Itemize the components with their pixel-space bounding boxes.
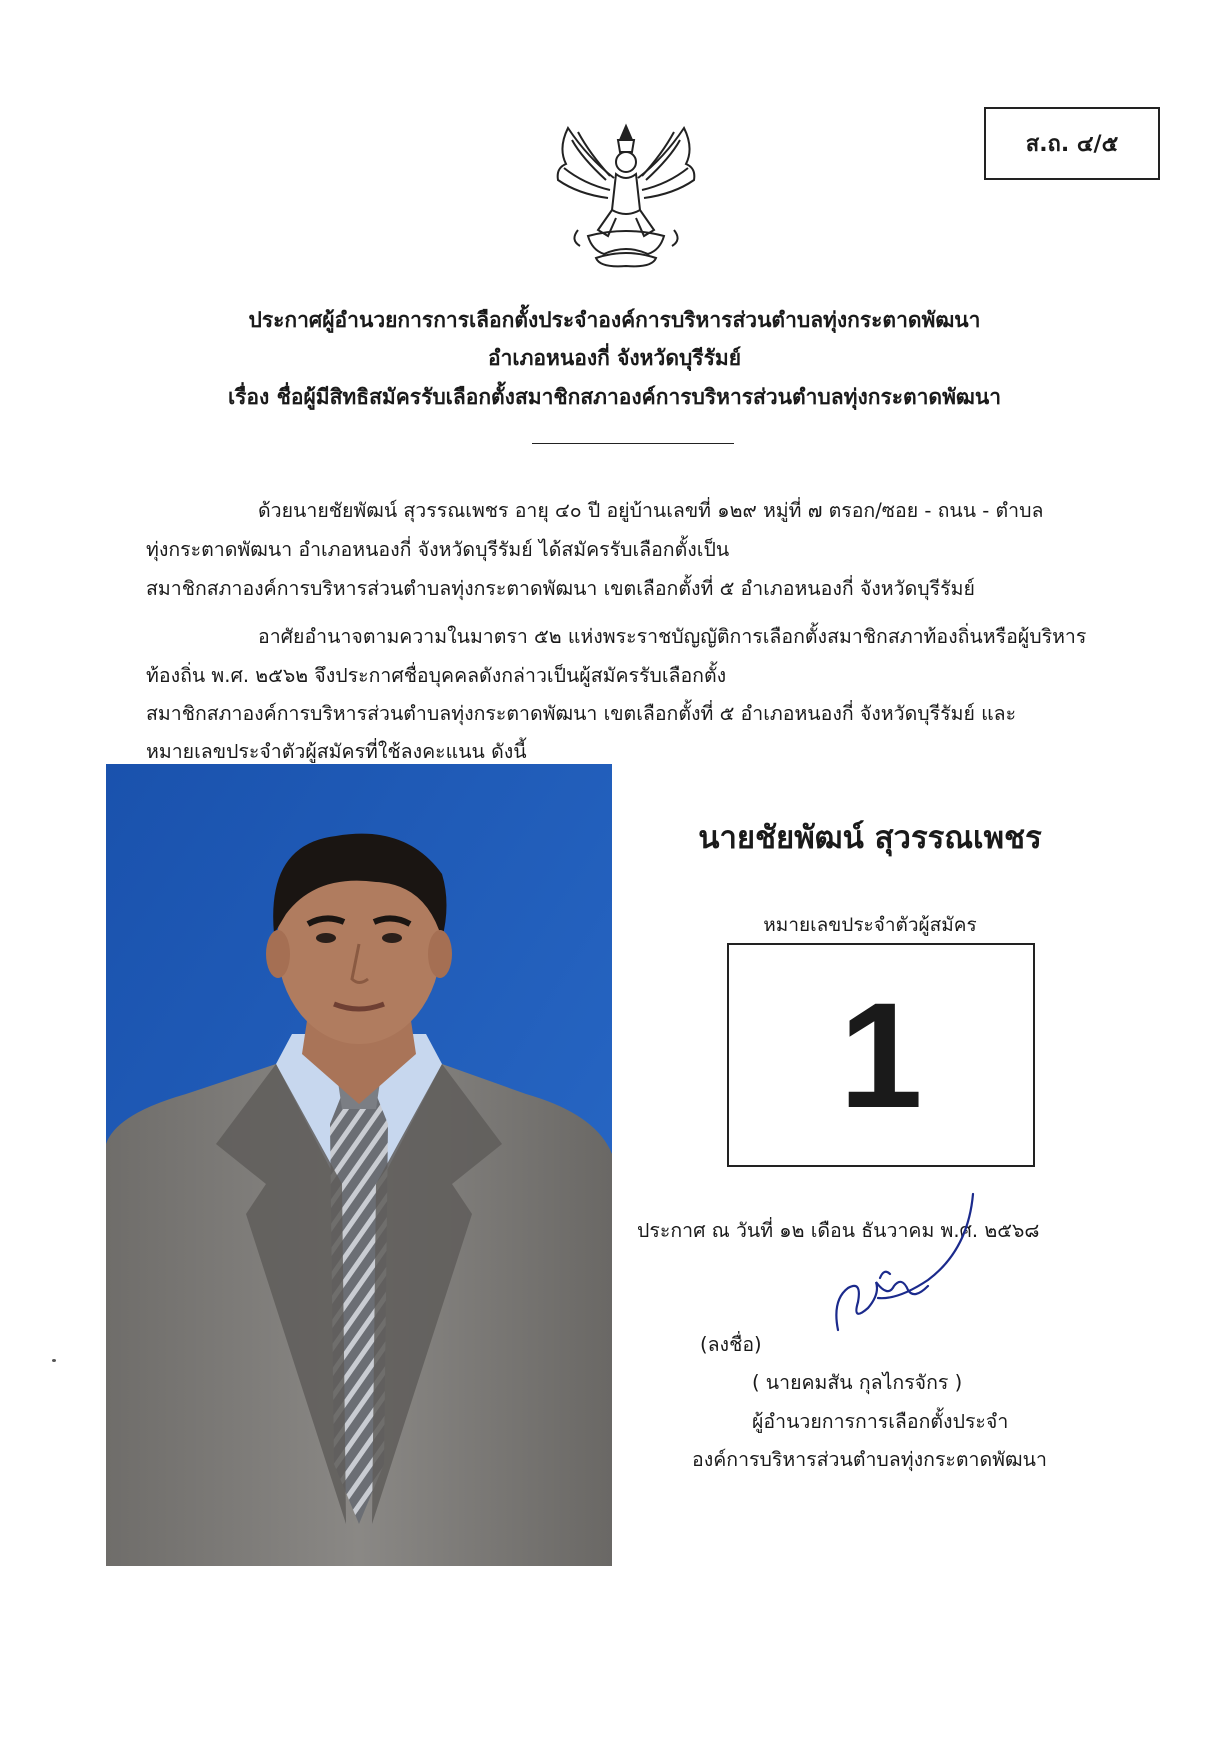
heading-line-1: ประกาศผู้อำนวยการการเลือกตั้งประจำองค์การบริหารส่วนตำบลทุ่งกระตาดพัฒนา — [248, 308, 981, 332]
garuda-emblem-icon — [548, 118, 704, 276]
handwritten-signature — [818, 1190, 988, 1340]
candidate-name: นายชัยพัฒน์ สุวรรณเพชร — [698, 820, 1042, 856]
form-code-text: ส.ถ. ๔/๕ — [1025, 132, 1119, 157]
heading-divider — [532, 443, 734, 444]
scan-speck — [52, 1359, 56, 1362]
paragraph-2-line-2: ท้องถิ่น พ.ศ. ๒๕๖๒ จึงประกาศชื่อบุคคลดังกล่าวเป็นผู้สมัครรับเลือกตั้ง — [146, 664, 727, 687]
paragraph-2-line-3: สมาชิกสภาองค์การบริหารส่วนตำบลทุ่งกระตาดพัฒนา เขตเลือกตั้งที่ ๕ อำเภอหนองกี่ จังหวัดบุรีรัมย์ และ — [146, 702, 1017, 725]
signer-title-line-2: องค์การบริหารส่วนตำบลทุ่งกระตาดพัฒนา — [692, 1448, 1047, 1471]
candidate-number-box — [727, 943, 1035, 1167]
signer-name: ( นายคมสัน กุลไกรจักร ) — [752, 1371, 963, 1394]
paragraph-2-line-4: หมายเลขประจำตัวผู้สมัครที่ใช้ลงคะแนน ดังนี้ — [146, 740, 527, 763]
candidate-photo — [106, 764, 612, 1566]
paragraph-1-line-1: ด้วยนายชัยพัฒน์ สุวรรณเพชร อายุ ๔๐ ปี อยู่บ้านเลขที่ ๑๒๙ หมู่ที่ ๗ ตรอก/ซอย - ถนน - ตำบล — [258, 499, 1044, 522]
paragraph-1-line-3: สมาชิกสภาองค์การบริหารส่วนตำบลทุ่งกระตาดพัฒนา เขตเลือกตั้งที่ ๕ อำเภอหนองกี่ จังหวัดบุรีรัมย์ — [146, 577, 975, 600]
candidate-number-label: หมายเลขประจำตัวผู้สมัคร — [763, 914, 977, 936]
heading-line-2: อำเภอหนองกี่ จังหวัดบุรีรัมย์ — [488, 346, 741, 370]
announcement-date: ประกาศ ณ วันที่ ๑๒ เดือน ธันวาคม พ.ศ. ๒๕๖๘ — [637, 1219, 1040, 1242]
paragraph-2-line-1: อาศัยอำนาจตามความในมาตรา ๕๒ แห่งพระราชบัญญัติการเลือกตั้งสมาชิกสภาท้องถิ่นหรือผู้บริหาร — [258, 625, 1087, 648]
heading-line-3: เรื่อง ชื่อผู้มีสิทธิสมัครรับเลือกตั้งสมาชิกสภาองค์การบริหารส่วนตำบลทุ่งกระตาดพัฒนา — [227, 385, 1002, 409]
sign-label: (ลงชื่อ) — [700, 1333, 762, 1356]
paragraph-1-line-2: ทุ่งกระตาดพัฒนา อำเภอหนองกี่ จังหวัดบุรีรัมย์ ได้สมัครรับเลือกตั้งเป็น — [146, 538, 730, 561]
form-code-box — [984, 107, 1160, 180]
candidate-number: 1 — [839, 971, 923, 1139]
signer-title-line-1: ผู้อำนวยการการเลือกตั้งประจำ — [752, 1410, 1009, 1433]
